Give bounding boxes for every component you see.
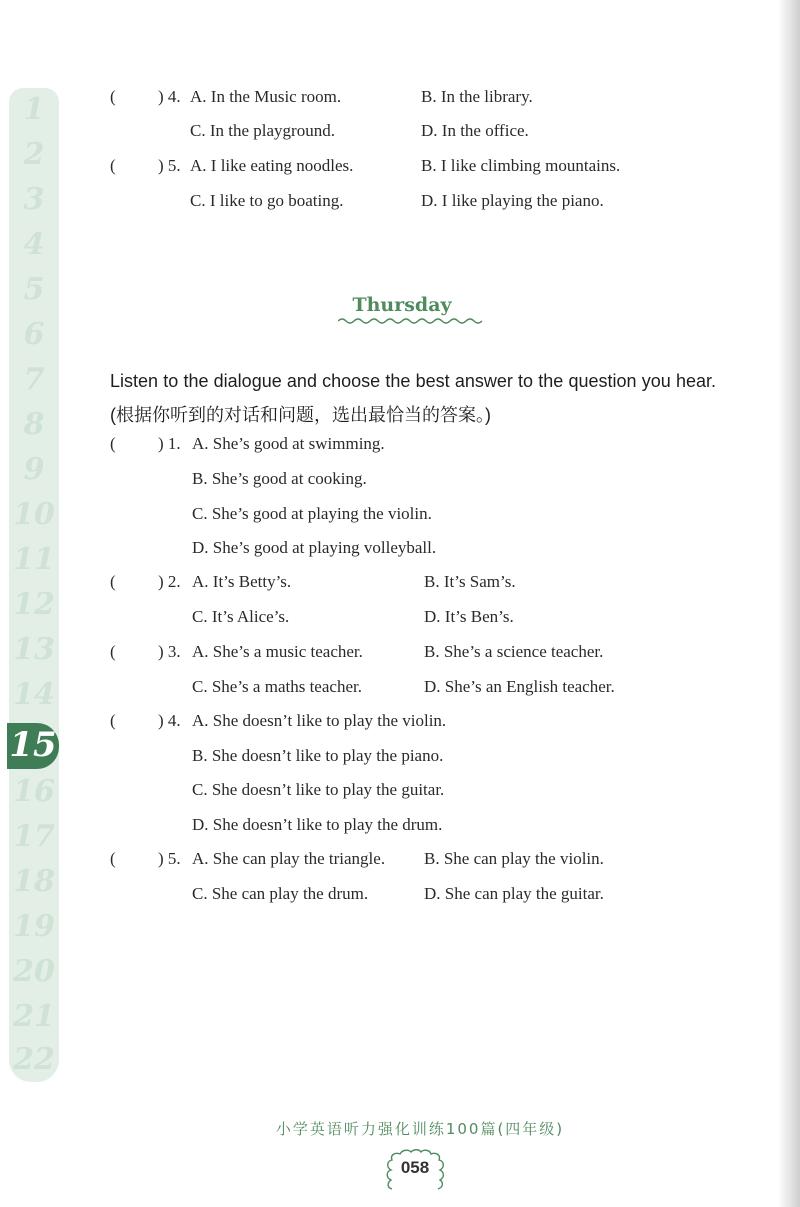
chapter-tab-8[interactable]: 8 [23, 407, 45, 442]
option-d: D. She can play the guitar. [424, 884, 604, 903]
option-d: D. In the office. [421, 121, 529, 140]
chapter-tab-5[interactable]: 5 [23, 272, 45, 307]
option-b: B. She can play the violin. [424, 849, 604, 868]
option-d: D. I like playing the piano. [421, 191, 604, 210]
chapter-tab-13[interactable]: 13 [13, 632, 55, 667]
option-c: C. In the playground. [190, 121, 335, 140]
answer-blank-open[interactable]: ( [110, 87, 116, 106]
chapter-tab-4[interactable]: 4 [23, 227, 45, 262]
option-d: D. She’s good at playing volleyball. [192, 538, 437, 557]
chapter-tab-22[interactable]: 22 [13, 1042, 55, 1077]
option-d: D. She’s an English teacher. [424, 677, 615, 696]
option-a: A. It’s Betty’s. [192, 572, 292, 591]
page-number-badge [382, 1149, 448, 1191]
section-title: Thursday [352, 294, 452, 316]
option-c: C. She can play the drum. [192, 884, 369, 903]
option-c: C. I like to go boating. [190, 191, 344, 210]
option-a: A. She doesn’t like to play the violin. [192, 711, 447, 730]
chapter-tab-21[interactable]: 21 [13, 999, 55, 1034]
chapter-tab-15-active[interactable]: 15 [7, 723, 59, 769]
chapter-tab-6[interactable]: 6 [23, 317, 45, 352]
option-d: D. She doesn’t like to play the drum. [192, 815, 443, 834]
question-number: ) 3. [158, 642, 181, 661]
option-b: B. She’s a science teacher. [424, 642, 604, 661]
chapter-tab-3[interactable]: 3 [23, 182, 45, 217]
answer-blank-open[interactable]: ( [110, 572, 116, 591]
book-title: 小学英语听力强化训练100篇(四年级) [275, 1120, 565, 1138]
question-number: ) 1. [158, 434, 181, 453]
chapter-tab-10[interactable]: 10 [13, 497, 55, 532]
chapter-tab-17[interactable]: 17 [13, 819, 55, 854]
chapter-tab-7[interactable]: 7 [23, 362, 45, 397]
chapter-tab-11[interactable]: 11 [13, 542, 55, 577]
chapter-tab-14[interactable]: 14 [13, 677, 55, 712]
page-number: 058 [400, 1158, 430, 1177]
option-c: C. She’s good at playing the violin. [192, 504, 432, 523]
chapter-tab-20[interactable]: 20 [13, 954, 55, 989]
option-b: B. She’s good at cooking. [192, 469, 367, 488]
question-number: ) 4. [158, 87, 181, 106]
answer-blank-open[interactable]: ( [110, 711, 116, 730]
option-a: A. She’s good at swimming. [192, 434, 385, 453]
answer-blank-open[interactable]: ( [110, 156, 116, 175]
instruction-text: Listen to the dialogue and choose the best answer to the question you hear. (根据你听到的对话和问题，选出最恰当的答案。) [110, 371, 716, 425]
option-b: B. She doesn’t like to play the piano. [192, 746, 444, 765]
chapter-tab-9[interactable]: 9 [23, 452, 45, 487]
chapter-tab-18[interactable]: 18 [13, 864, 55, 899]
option-a: A. She can play the triangle. [192, 849, 386, 868]
answer-blank-open[interactable]: ( [110, 642, 116, 661]
question-number: ) 2. [158, 572, 181, 591]
option-b: B. In the library. [421, 87, 533, 106]
chapter-tab-16[interactable]: 16 [13, 774, 55, 809]
answer-blank-open[interactable]: ( [110, 849, 116, 868]
question-number: ) 5. [158, 849, 181, 868]
question-number: ) 4. [158, 711, 181, 730]
chapter-tab-1[interactable]: 1 [23, 92, 45, 127]
answer-blank-open[interactable]: ( [110, 434, 116, 453]
question-number: ) 5. [158, 156, 181, 175]
option-a: A. She’s a music teacher. [192, 642, 363, 661]
chapter-tab-12[interactable]: 12 [13, 587, 55, 622]
wavy-underline-icon [338, 316, 486, 326]
option-d: D. It’s Ben’s. [424, 607, 514, 626]
option-c: C. She doesn’t like to play the guitar. [192, 780, 445, 799]
option-b: B. It’s Sam’s. [424, 572, 516, 591]
option-c: C. She’s a maths teacher. [192, 677, 362, 696]
chapter-tab-19[interactable]: 19 [13, 909, 55, 944]
option-a: A. In the Music room. [190, 87, 342, 106]
option-b: B. I like climbing mountains. [421, 156, 621, 175]
option-a: A. I like eating noodles. [190, 156, 354, 175]
page-edge [778, 0, 800, 1207]
option-c: C. It’s Alice’s. [192, 607, 290, 626]
chapter-tab-strip [9, 88, 59, 1082]
chapter-tab-2[interactable]: 2 [23, 137, 45, 172]
